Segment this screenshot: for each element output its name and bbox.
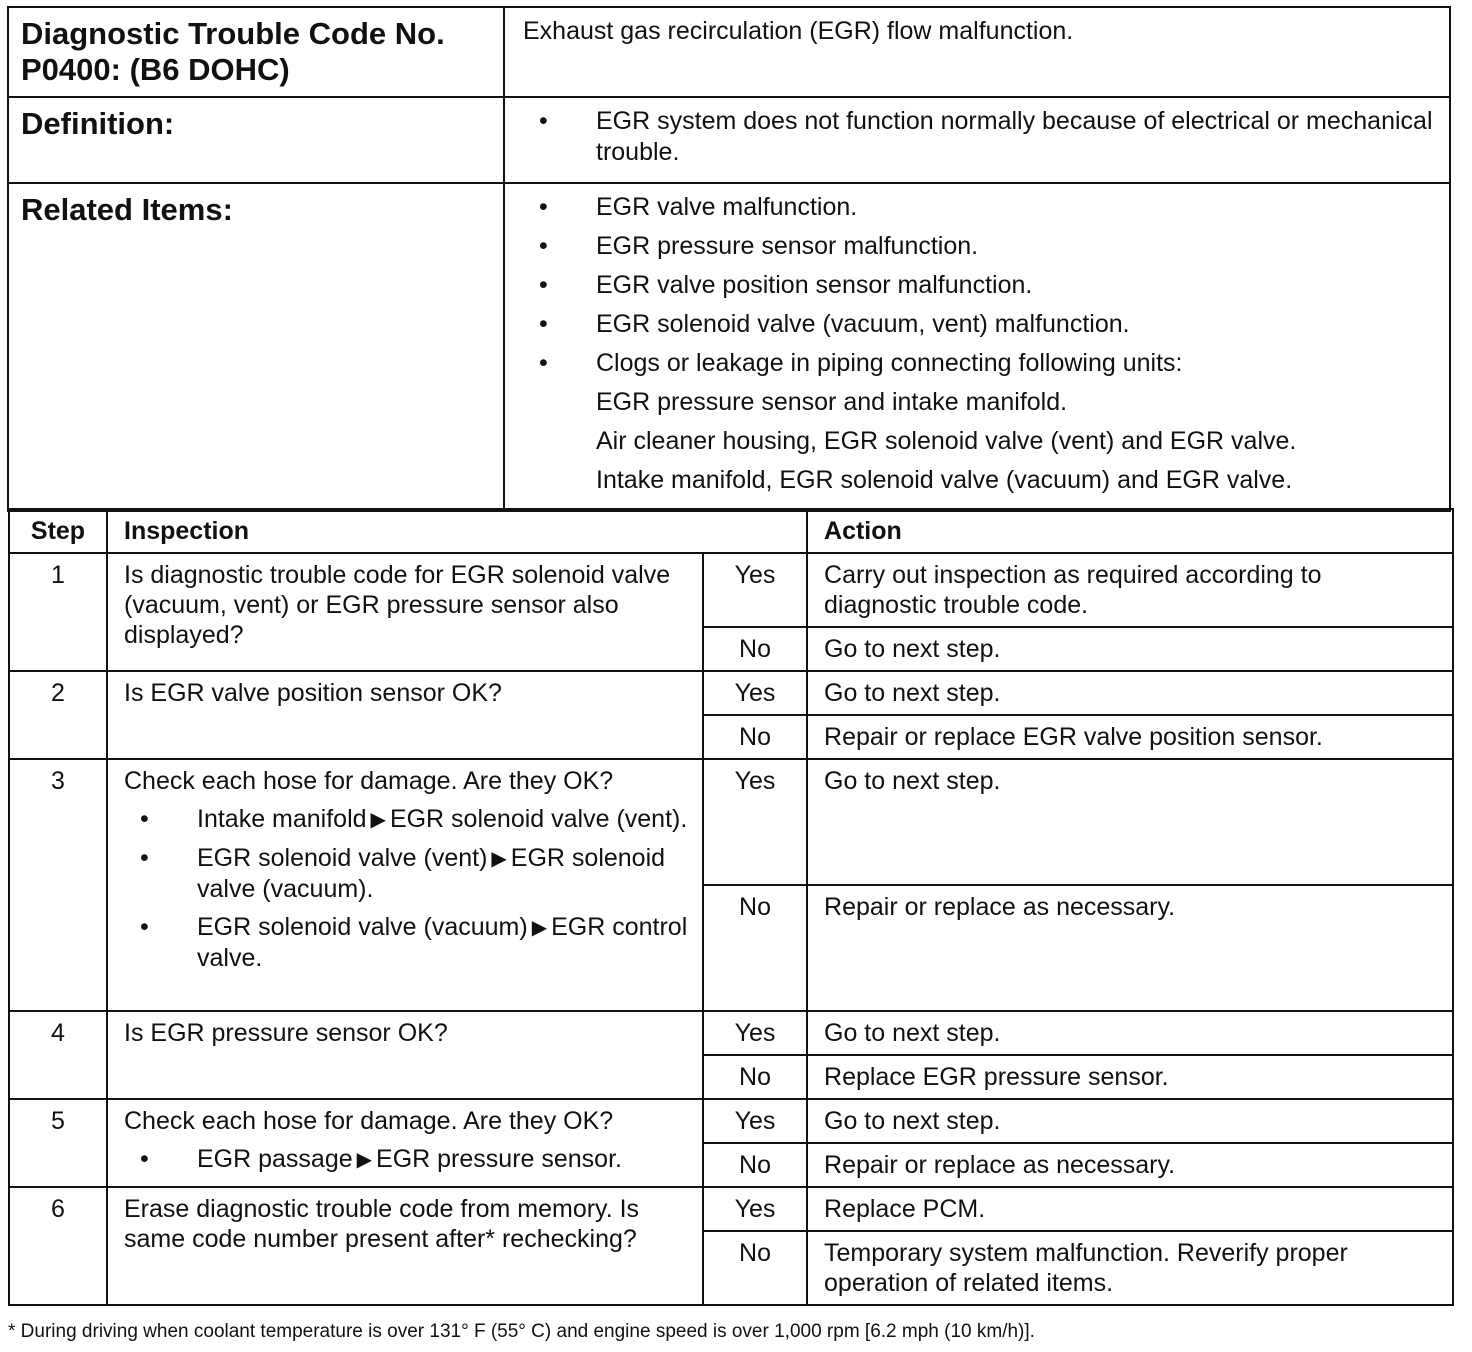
no-label: No	[703, 885, 807, 1011]
dtc-info-table	[7, 6, 1451, 512]
yes-action: Go to next step.	[807, 671, 1453, 715]
hose-to: EGR control valve.	[197, 913, 688, 972]
related-item	[523, 348, 1433, 379]
yes-action: Replace PCM.	[807, 1187, 1453, 1231]
footnote: * During driving when coolant temperature is over 131° F (55° C) and engine speed is over 1,000 rpm [6.2 mph (10 km/h)].	[8, 1321, 1035, 1342]
related-item-text: EGR valve malfunction.	[596, 193, 858, 221]
bullet-icon: •	[539, 232, 548, 260]
step-row	[9, 759, 1453, 885]
hose-item	[124, 804, 688, 835]
bullet-icon: •	[539, 193, 548, 221]
definition-item	[523, 106, 1433, 168]
definition-label: Definition:	[8, 97, 504, 183]
related-items-row	[8, 183, 1450, 511]
step-number: 1	[9, 553, 107, 671]
no-action: Repair or replace EGR valve position sensor.	[807, 715, 1453, 759]
no-label: No	[703, 1143, 807, 1187]
hose-from: EGR solenoid valve (vacuum)	[197, 913, 528, 941]
action-header: Action	[807, 509, 1453, 553]
no-action: Go to next step.	[807, 627, 1453, 671]
inspection-text: Check each hose for damage. Are they OK?	[124, 1107, 614, 1135]
hose-to: EGR pressure sensor.	[376, 1145, 622, 1173]
yes-label: Yes	[703, 1187, 807, 1231]
arrow-right-icon: ▶	[370, 809, 386, 831]
step-number: 5	[9, 1099, 107, 1187]
yes-label: Yes	[703, 1011, 807, 1055]
bullet-icon: •	[140, 844, 149, 872]
header-row	[9, 509, 1453, 553]
hose-to: EGR solenoid valve (vacuum).	[197, 844, 666, 903]
no-action: Repair or replace as necessary.	[807, 885, 1453, 1011]
related-item	[523, 309, 1433, 340]
no-label: No	[703, 1055, 807, 1099]
step-row	[9, 1011, 1453, 1055]
inspection-text: Erase diagnostic trouble code from memory. Is same code number present after* rechecking?	[107, 1187, 703, 1305]
hose-item	[124, 843, 688, 904]
related-items-label: Related Items:	[8, 183, 504, 511]
bullet-icon: •	[140, 805, 149, 833]
related-item	[523, 192, 1433, 223]
related-sub-item: EGR pressure sensor and intake manifold.	[596, 388, 1068, 416]
no-action: Replace EGR pressure sensor.	[807, 1055, 1453, 1099]
no-label: No	[703, 715, 807, 759]
hose-from: EGR solenoid valve (vent)	[197, 844, 488, 872]
step-number: 3	[9, 759, 107, 1011]
yes-action: Go to next step.	[807, 759, 1453, 885]
hose-item	[124, 912, 688, 973]
dtc-label: Diagnostic Trouble Code No. P0400: (B6 DOHC)	[8, 7, 504, 97]
bullet-icon: •	[539, 271, 548, 299]
related-item-text: EGR pressure sensor malfunction.	[596, 232, 979, 260]
no-label: No	[703, 627, 807, 671]
dtc-row	[8, 7, 1450, 97]
inspection-header: Inspection	[107, 509, 807, 553]
arrow-right-icon: ▶	[356, 1149, 373, 1171]
step-row	[9, 671, 1453, 715]
yes-label: Yes	[703, 671, 807, 715]
arrow-right-icon: ▶	[491, 848, 507, 870]
yes-action: Go to next step.	[807, 1099, 1453, 1143]
definition-row	[8, 97, 1450, 183]
related-sub-item: Intake manifold, EGR solenoid valve (vacuum) and EGR valve.	[596, 466, 1293, 494]
no-action: Repair or replace as necessary.	[807, 1143, 1453, 1187]
related-items-value	[504, 183, 1450, 511]
step-header: Step	[9, 509, 107, 553]
hose-from: EGR passage	[197, 1145, 353, 1173]
bullet-icon: •	[140, 1145, 149, 1173]
dtc-value: Exhaust gas recirculation (EGR) flow malfunction.	[504, 7, 1450, 97]
no-label: No	[703, 1231, 807, 1305]
inspection-steps-table	[8, 508, 1454, 1306]
related-sub-item: Air cleaner housing, EGR solenoid valve (vent) and EGR valve.	[596, 427, 1297, 455]
inspection-text: Is diagnostic trouble code for EGR solenoid valve (vacuum, vent) or EGR pressure sensor also displayed?	[107, 553, 703, 671]
step-number: 2	[9, 671, 107, 759]
yes-action: Carry out inspection as required according to diagnostic trouble code.	[807, 553, 1453, 627]
step-row	[9, 553, 1453, 627]
step-row	[9, 1187, 1453, 1231]
inspection-text: Check each hose for damage. Are they OK?	[124, 767, 614, 795]
related-item-text: EGR solenoid valve (vacuum, vent) malfunction.	[596, 310, 1130, 338]
hose-item	[124, 1144, 688, 1175]
step-number: 4	[9, 1011, 107, 1099]
yes-label: Yes	[703, 553, 807, 627]
inspection-cell	[107, 1099, 703, 1187]
related-item-text: EGR valve position sensor malfunction.	[596, 271, 1033, 299]
arrow-right-icon: ▶	[531, 917, 548, 939]
yes-action: Go to next step.	[807, 1011, 1453, 1055]
step-number: 6	[9, 1187, 107, 1305]
bullet-icon: •	[140, 913, 149, 941]
definition-item-text: EGR system does not function normally because of electrical or mechanical trouble.	[596, 107, 1433, 166]
no-action: Temporary system malfunction. Reverify proper operation of related items.	[807, 1231, 1453, 1305]
definition-value	[504, 97, 1450, 183]
yes-label: Yes	[703, 759, 807, 885]
related-item	[523, 231, 1433, 262]
step-row	[9, 1099, 1453, 1143]
hose-to: EGR solenoid valve (vent).	[389, 805, 688, 833]
inspection-text: Is EGR pressure sensor OK?	[107, 1011, 703, 1099]
inspection-text: Is EGR valve position sensor OK?	[107, 671, 703, 759]
related-item	[523, 270, 1433, 301]
bullet-icon: •	[539, 349, 548, 377]
inspection-cell	[107, 759, 703, 1011]
yes-label: Yes	[703, 1099, 807, 1143]
bullet-icon: •	[539, 107, 548, 135]
related-item-text: Clogs or leakage in piping connecting following units:	[596, 349, 1183, 377]
bullet-icon: •	[539, 310, 548, 338]
hose-from: Intake manifold	[197, 805, 367, 833]
